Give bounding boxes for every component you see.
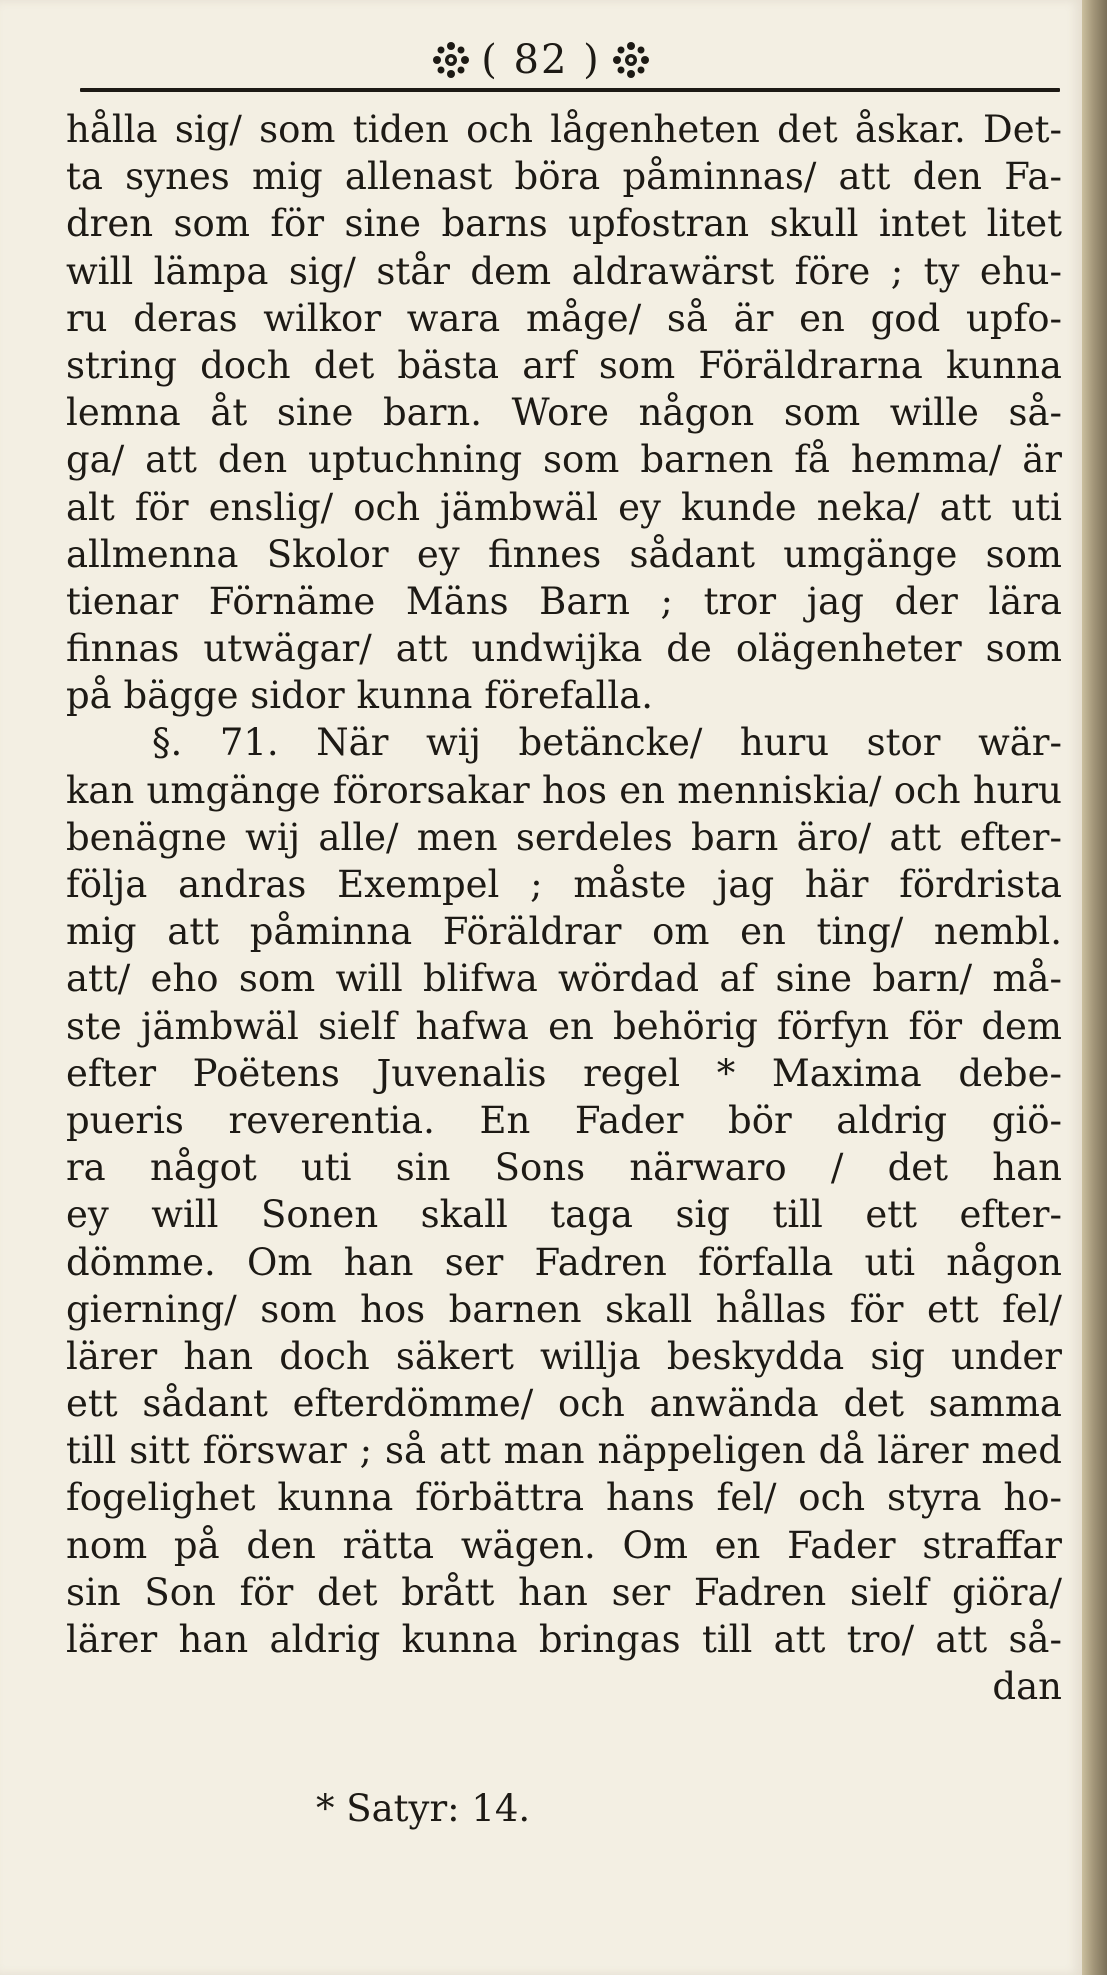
text-line: hålla sig/ som tiden och lågenheten det åskar. Det- (66, 108, 1062, 151)
text-line: till sitt förswar ; så att man näppeligen då lärer med (66, 1429, 1062, 1473)
text-line: att/ eho som will blifwa wördad af sine barn/ må- (66, 957, 1062, 1001)
text-line: efter Poëtens Juvenalis regel * Maxima debe- (66, 1051, 1062, 1095)
text-line: ste jämbwäl sielf hafwa en behörig förfyn för dem (66, 1004, 1062, 1048)
text-line: gierning/ som hos barnen skall hållas för ett fel/ (66, 1287, 1062, 1331)
catchword: dan (992, 1665, 1062, 1709)
text-line: följa andras Exempel ; måste jag här fördrista (66, 863, 1062, 906)
page-header (0, 24, 1082, 96)
text-line: mig att påminna Föräldrar om en ting/ nembl. (66, 910, 1062, 954)
header-rule (80, 88, 1060, 92)
text-line: lärer han aldrig kunna bringas till att tro/ att så- (66, 1618, 1062, 1661)
text-line: ru deras wilkor wara måge/ så är en god upfo- (66, 296, 1062, 340)
text-line: nom på den rätta wägen. Om en Fader straffar (66, 1523, 1062, 1567)
text-line: ra något uti sin Sons närwaro / det han (66, 1146, 1062, 1190)
text-line: dren som för sine barns upfostran skull intet litet (66, 202, 1062, 246)
text-line: lemna åt sine barn. Wore någon som wille så- (66, 391, 1062, 435)
text-line: fogelighet kunna förbättra hans fel/ och styra ho- (66, 1476, 1062, 1520)
flower-ornament-icon (611, 40, 651, 80)
section-heading-line: §. 71. När wij betäncke/ huru stor wär- (152, 721, 1062, 765)
text-line: dömme. Om han ser Fadren förfalla uti någon (66, 1240, 1062, 1284)
page-number: ( 82 ) (481, 37, 601, 83)
text-line: sin Son för det brått han ser Fadren sielf giöra/ (66, 1570, 1062, 1614)
text-line: alt för enslig/ och jämbwäl ey kunde neka/ att uti (66, 485, 1062, 529)
flower-ornament-icon (431, 40, 471, 80)
text-line: ey will Sonen skall taga sig till ett efter- (66, 1193, 1062, 1237)
text-line: finnas utwägar/ att undwijka de olägenheter som (66, 627, 1062, 671)
text-line: string doch det bästa arf som Föräldrarna kunna (66, 343, 1062, 387)
body-text (66, 106, 1062, 1710)
text-line: tienar Förnäme Mäns Barn ; tror jag der lära (66, 579, 1062, 623)
footnote: * Satyr: 14. (316, 1787, 531, 1830)
text-line: ett sådant efterdömme/ och anwända det samma (66, 1382, 1062, 1426)
text-line: pueris reverentia. En Fader bör aldrig giö- (66, 1098, 1062, 1142)
text-line: will lämpa sig/ står dem aldrawärst före ; ty ehu- (66, 249, 1062, 293)
text-line: lärer han doch säkert willja beskydda sig under (66, 1334, 1062, 1378)
page-edge (1082, 0, 1107, 1975)
text-line: ta synes mig allenast böra påminnas/ att den Fa- (66, 155, 1062, 199)
text-line: ga/ att den uptuchning som barnen få hemma/ är (66, 438, 1062, 482)
text-line: allmenna Skolor ey finnes sådant umgänge som (66, 532, 1062, 576)
text-line: benägne wij alle/ men serdeles barn äro/ att efter- (66, 815, 1062, 859)
text-line: på bägge sidor kunna förefalla. (66, 674, 654, 718)
text-line: kan umgänge förorsakar hos en menniskia/ och huru (66, 768, 1062, 812)
